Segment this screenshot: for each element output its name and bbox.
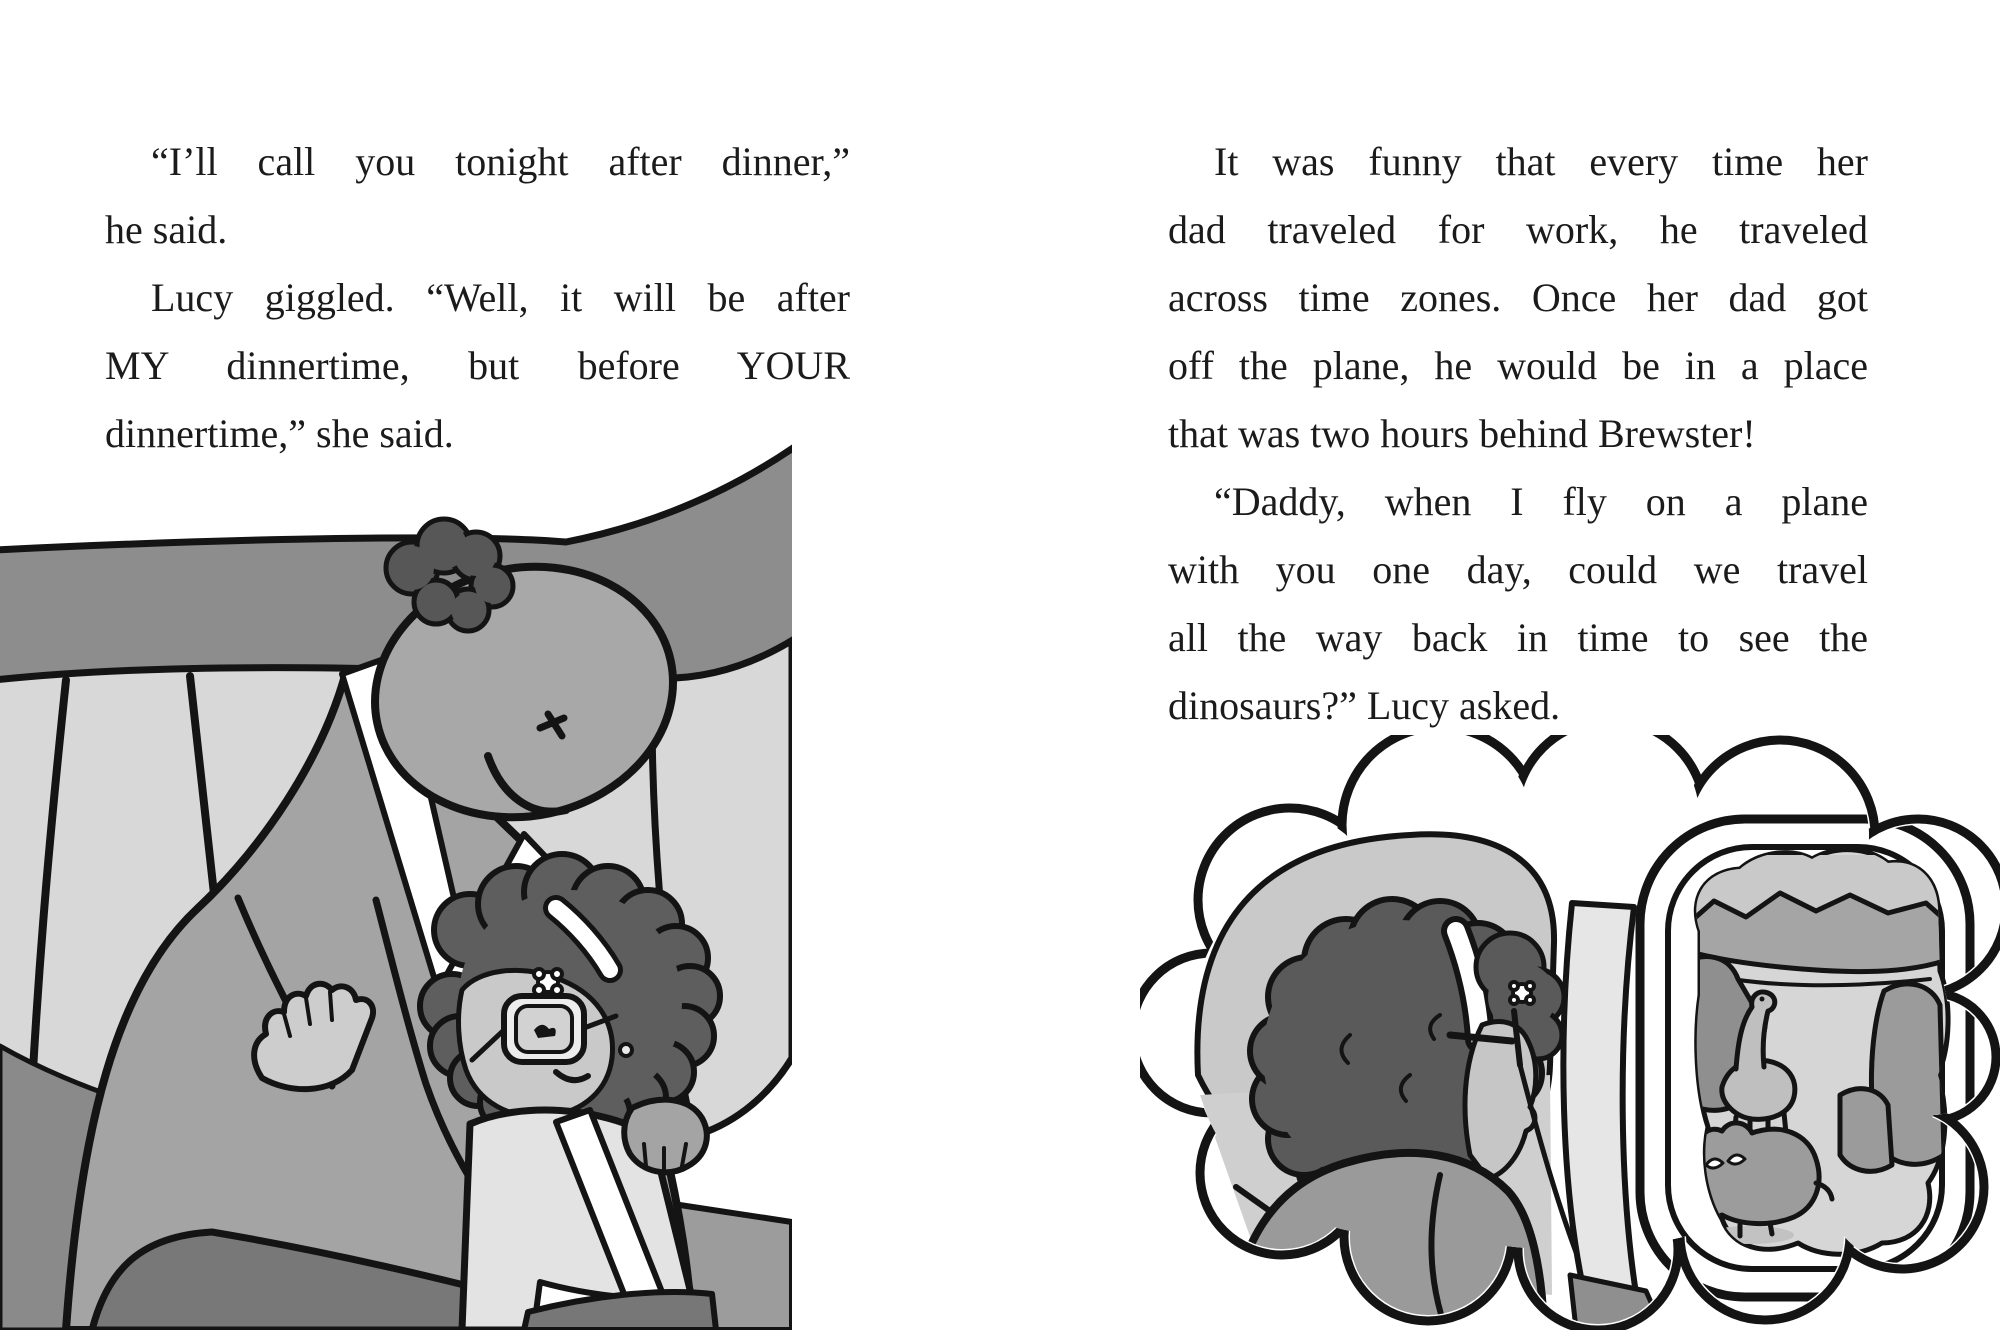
car-hug-illustration bbox=[0, 430, 792, 1330]
girl-earring bbox=[620, 1044, 632, 1056]
right-page-text bbox=[1168, 128, 1868, 740]
girl-headband-flower bbox=[534, 969, 562, 995]
story-line: all the way back in time to see the bbox=[1168, 615, 1868, 660]
story-line: It was funny that every time her bbox=[1214, 139, 1868, 184]
story-line: with you one day, could we travel bbox=[1168, 547, 1868, 592]
story-line: Lucy giggled. “Well, it will be after bbox=[151, 275, 850, 320]
story-line: dinosaurs?” Lucy asked. bbox=[1168, 683, 1561, 728]
story-line: he said. bbox=[105, 207, 228, 252]
story-line: that was two hours behind Brewster! bbox=[1168, 411, 1756, 456]
left-page-text bbox=[105, 128, 850, 468]
dinosaur-daydream-illustration bbox=[1140, 735, 2000, 1330]
story-line: off the plane, he would be in a place bbox=[1168, 343, 1868, 388]
story-line: “Daddy, when I fly on a plane bbox=[1214, 479, 1868, 524]
story-line: across time zones. Once her dad got bbox=[1168, 275, 1868, 320]
story-line: “I’ll call you tonight after dinner,” bbox=[151, 139, 850, 184]
lucy-headband-flower bbox=[1510, 982, 1534, 1004]
lucy-back-figure bbox=[1232, 899, 1588, 1330]
airplane-window bbox=[1626, 819, 1970, 1297]
story-line: dinnertime,” she said. bbox=[105, 411, 454, 456]
scene-bush bbox=[1840, 1089, 1892, 1172]
story-line: MY dinnertime, but before YOUR bbox=[105, 343, 850, 388]
story-line: dad traveled for work, he traveled bbox=[1168, 207, 1868, 252]
